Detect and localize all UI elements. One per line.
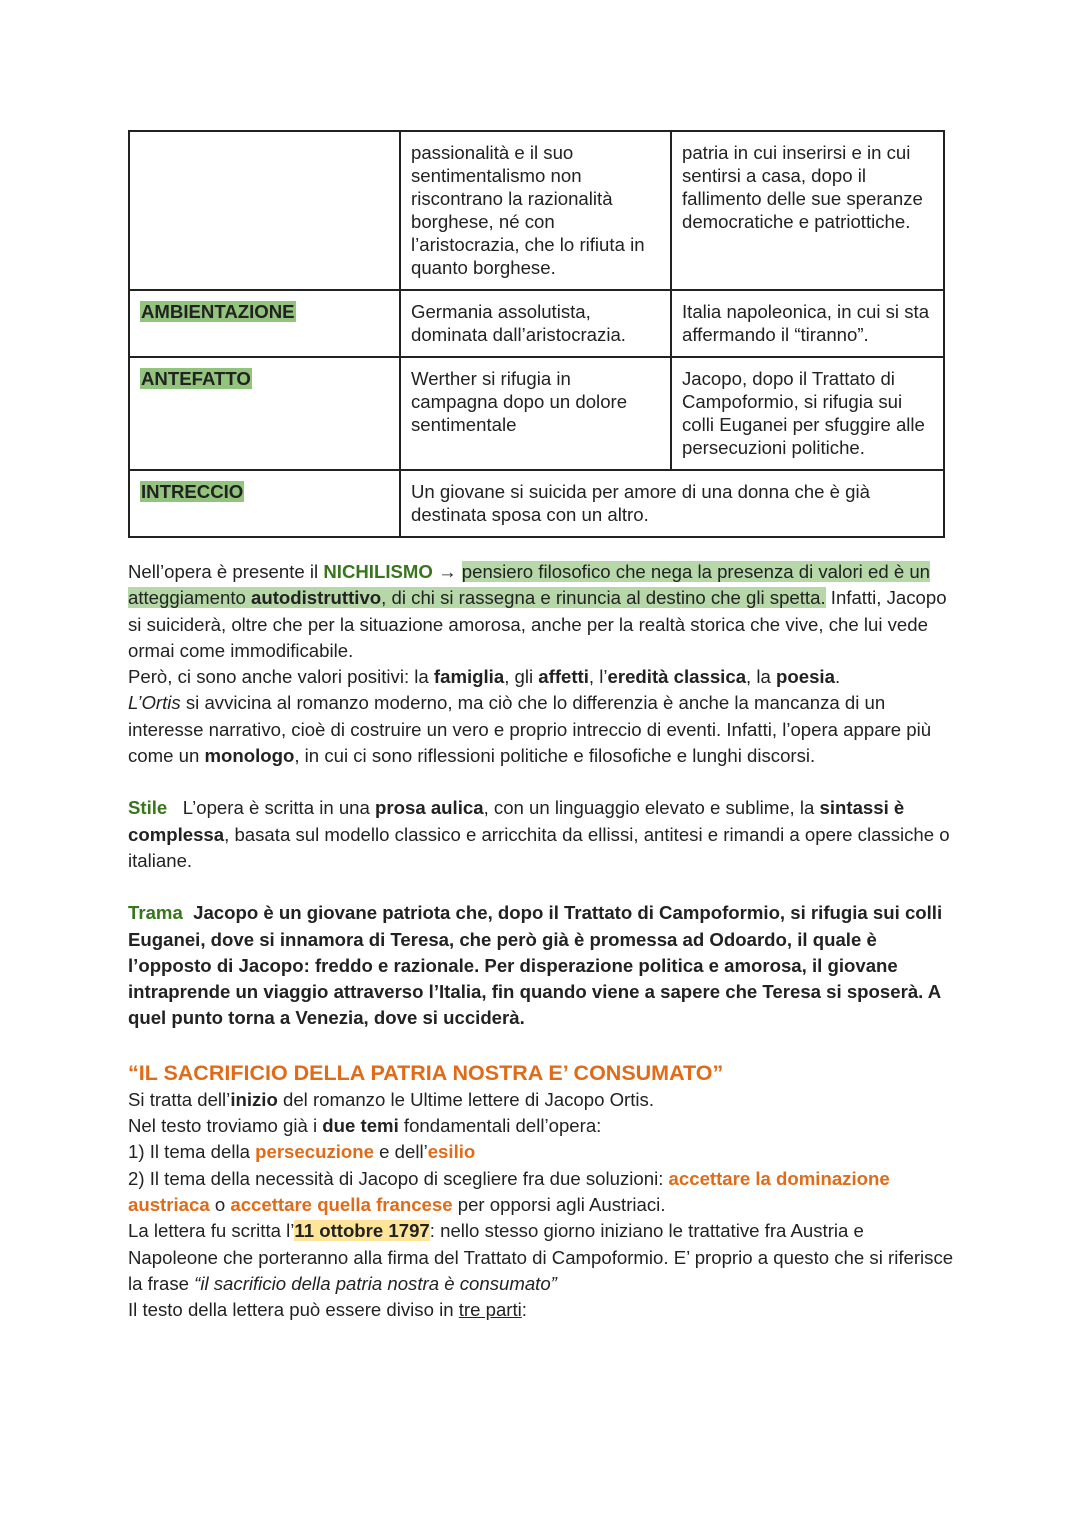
table-cell-merged: Un giovane si suicida per amore di una donna che è già destinata sposa con un altro. <box>400 470 944 537</box>
paragraph-nichilismo: Nell’opera è presente il NICHILISMO → pensiero filosofico che nega la presenza di valori ed è un atteggiamento autodistruttivo, di chi si rassegna e rinuncia al destino che gli spetta. Infatti, Jacopo si suiciderà, oltre che per la situazione amorosa, anche per la realtà storica che vive, che lui vede ormai come immodificabile. <box>128 561 947 661</box>
table-row <box>129 131 944 290</box>
list-item: 2) Il tema della necessità di Jacopo di scegliere fra due soluzioni: accettare la dominazione austriaca o accettare quella francese per opporsi agli Austriaci. <box>128 1167 890 1215</box>
table-cell: passionalità e il suo sentimentalismo non riscontrano la razionalità borghese, né con l’aristocrazia, che lo rifiuta in quanto borghese. <box>400 131 671 290</box>
paragraph-line: Nel testo troviamo già i due temi fondamentali dell’opera: <box>128 1115 602 1137</box>
paragraph-stile: Stile L’opera è scritta in una prosa aulica, con un linguaggio elevato e sublime, la sintassi è complessa, basata sul modello classico e arricchita da ellissi, antitesi e rimandi a opere classiche o italiane. <box>128 797 950 871</box>
keyword-nichilismo: NICHILISMO <box>323 561 433 582</box>
comparison-table <box>128 130 945 538</box>
paragraph-lettera: La lettera fu scritta l’11 ottobre 1797: nello stesso giorno iniziano le trattative fra Austria e Napoleone che porteranno alla firma del Trattato di Campoformio. E’ proprio a questo che si riferisce la frase “il sacrificio della patria nostra è consumato” <box>128 1220 954 1294</box>
paragraph-line: Si tratta dell’inizio del romanzo le Ultime lettere di Jacopo Ortis. <box>128 1088 654 1110</box>
row-label-antefatto: ANTEFATTO <box>141 368 251 389</box>
table-row <box>129 470 944 537</box>
paragraph-ortis: L’Ortis si avvicina al romanzo moderno, ma ciò che lo differenzia è anche la mancanza di un interesse narrativo, cioè di costruire un vero e proprio intreccio di eventi. Infatti, l’opera appare più come un monologo, in cui ci sono riflessioni politiche e filosofiche e lunghi discorsi. <box>128 692 932 767</box>
table-cell-empty <box>129 131 400 290</box>
paragraph-trama: Trama Jacopo è un giovane patriota che, dopo il Trattato di Campoformio, si rifugia sui colli Euganei, dove si innamora di Teresa, che però già è promessa ad Odoardo, il quale è l’opposto di Jacopo: freddo e razionale. Per disperazione politica e amorosa, il giovane intraprende un viaggio attraverso l’Italia, fin quando viene a sapere che Teresa si sposerà. A quel punto torna a Venezia, dove si ucciderà. <box>128 902 948 1029</box>
table-cell: Germania assolutista, dominata dall’aristocrazia. <box>400 290 671 357</box>
row-label-intreccio: INTRECCIO <box>141 481 244 502</box>
table-cell: Jacopo, dopo il Trattato di Campoformio, si rifugia sui colli Euganei per sfuggire alle persecuzioni politiche. <box>671 357 944 470</box>
highlight-definition: pensiero filosofico che nega la presenza di valori ed è un atteggiamento autodistruttivo, di chi si rassegna e rinuncia al destino che gli spetta. <box>128 561 931 609</box>
row-label-cell <box>129 357 400 470</box>
row-label-ambientazione: AMBIENTAZIONE <box>141 301 295 322</box>
highlight-date: 11 ottobre 1797 <box>294 1220 430 1242</box>
table-row <box>129 290 944 357</box>
table-cell: Italia napoleonica, in cui si sta affermando il “tiranno”. <box>671 290 944 357</box>
section-label-stile: Stile <box>128 797 168 819</box>
row-label-cell <box>129 290 400 357</box>
table-row <box>129 357 944 470</box>
body-text <box>128 559 958 1323</box>
paragraph-valori: Però, ci sono anche valori positivi: la famiglia, gli affetti, l’eredità classica, la poesia. <box>128 666 841 688</box>
section-label-trama: Trama <box>128 902 183 924</box>
table-cell: Werther si rifugia in campagna dopo un dolore sentimentale <box>400 357 671 470</box>
row-label-cell <box>129 470 400 537</box>
list-item: 1) Il tema della persecuzione e dell’esilio <box>128 1141 476 1163</box>
paragraph-line: Il testo della lettera può essere diviso in tre parti: <box>128 1299 527 1321</box>
table-cell: patria in cui inserirsi e in cui sentirsi a casa, dopo il fallimento delle sue speranze democratiche e patriottiche. <box>671 131 944 290</box>
section-heading: “IL SACRIFICIO DELLA PATRIA NOSTRA E’ CONSUMATO” <box>128 1060 724 1085</box>
